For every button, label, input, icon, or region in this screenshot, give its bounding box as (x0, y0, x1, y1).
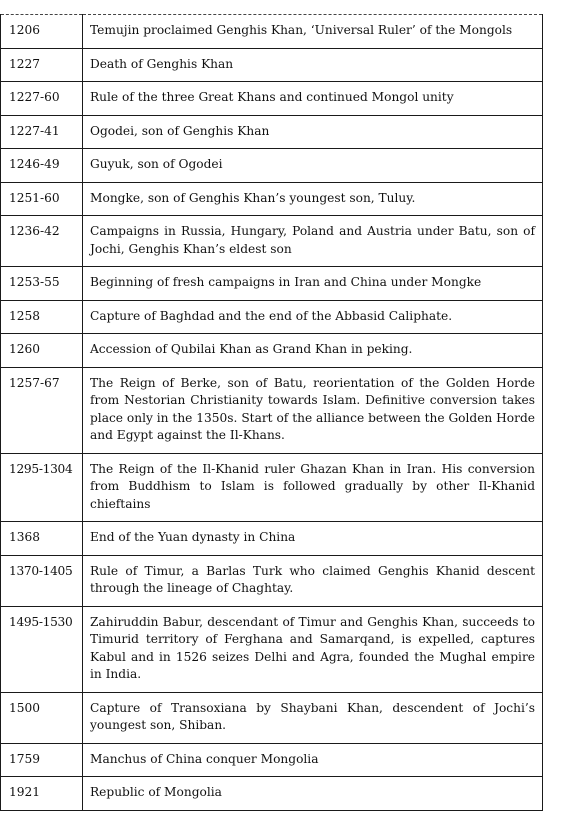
date-cell: 1227 (1, 48, 83, 82)
date-cell: 1370-1405 (1, 555, 83, 606)
event-cell: The Reign of the Il-Khanid ruler Ghazan Khan in Iran. His conversion from Buddhism to Islam is followed gradually by other Il-Khanid chieftains (83, 453, 543, 522)
date-cell: 1246-49 (1, 149, 83, 183)
table-row (1, 743, 543, 777)
event-cell: The Reign of Berke, son of Batu, reorientation of the Golden Horde from Nestorian Christianity towards Islam. Definitive conversion takes place only in the 1350s. Start of the alliance between the Golden Horde and Egypt against the Il-Khans. (83, 367, 543, 453)
date-cell: 1258 (1, 300, 83, 334)
table-row (1, 149, 543, 183)
table-row (1, 692, 543, 743)
event-cell: Accession of Qubilai Khan as Grand Khan in peking. (83, 334, 543, 368)
timeline-table-body (1, 15, 543, 811)
event-cell: Ogodei, son of Genghis Khan (83, 115, 543, 149)
table-row (1, 555, 543, 606)
event-cell: Temujin proclaimed Genghis Khan, ‘Universal Ruler’ of the Mongols (83, 15, 543, 49)
date-cell: 1500 (1, 692, 83, 743)
date-cell: 1295-1304 (1, 453, 83, 522)
table-row (1, 267, 543, 301)
event-cell: Mongke, son of Genghis Khan’s youngest son, Tuluy. (83, 182, 543, 216)
date-cell: 1260 (1, 334, 83, 368)
table-row (1, 334, 543, 368)
table-row (1, 367, 543, 453)
event-cell: Republic of Mongolia (83, 777, 543, 811)
event-cell: Manchus of China conquer Mongolia (83, 743, 543, 777)
table-row (1, 300, 543, 334)
event-cell: Rule of the three Great Khans and continued Mongol unity (83, 82, 543, 116)
table-row (1, 82, 543, 116)
event-cell: Campaigns in Russia, Hungary, Poland and Austria under Batu, son of Jochi, Genghis Khan’s eldest son (83, 216, 543, 267)
date-cell: 1495-1530 (1, 606, 83, 692)
event-cell: Guyuk, son of Ogodei (83, 149, 543, 183)
event-cell: Capture of Transoxiana by Shaybani Khan, descendent of Jochi’s youngest son, Shiban. (83, 692, 543, 743)
date-cell: 1921 (1, 777, 83, 811)
timeline-table (0, 14, 543, 811)
table-row (1, 522, 543, 556)
table-row (1, 453, 543, 522)
event-cell: Zahiruddin Babur, descendant of Timur and Genghis Khan, succeeds to Timurid territory of Ferghana and Samarqand, is expelled, captures Kabul and in 1526 seizes Delhi and Agra, founded the Mughal empire in India. (83, 606, 543, 692)
table-row (1, 777, 543, 811)
date-cell: 1227-41 (1, 115, 83, 149)
table-row (1, 216, 543, 267)
date-cell: 1759 (1, 743, 83, 777)
event-cell: Capture of Baghdad and the end of the Abbasid Caliphate. (83, 300, 543, 334)
event-cell: Beginning of fresh campaigns in Iran and China under Mongke (83, 267, 543, 301)
table-row (1, 606, 543, 692)
date-cell: 1236-42 (1, 216, 83, 267)
date-cell: 1368 (1, 522, 83, 556)
table-row (1, 182, 543, 216)
date-cell: 1253-55 (1, 267, 83, 301)
event-cell: Rule of Timur, a Barlas Turk who claimed Genghis Khanid descent through the lineage of Chaghtay. (83, 555, 543, 606)
date-cell: 1227-60 (1, 82, 83, 116)
event-cell: End of the Yuan dynasty in China (83, 522, 543, 556)
date-cell: 1206 (1, 15, 83, 49)
event-cell: Death of Genghis Khan (83, 48, 543, 82)
table-row (1, 115, 543, 149)
table-row (1, 48, 543, 82)
date-cell: 1257-67 (1, 367, 83, 453)
table-row (1, 15, 543, 49)
date-cell: 1251-60 (1, 182, 83, 216)
